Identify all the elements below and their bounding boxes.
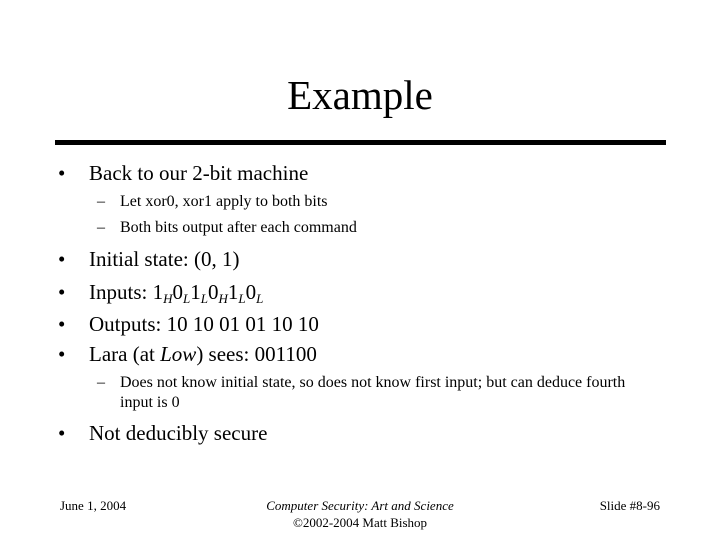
- bullet-text: Initial state: (0, 1): [89, 247, 240, 271]
- input-level: L: [200, 291, 208, 306]
- subbullet-text: Both bits output after each command: [120, 219, 357, 236]
- input-level: L: [182, 291, 191, 306]
- input-digit: 0: [172, 280, 183, 304]
- inputs-prefix: Inputs:: [89, 280, 153, 304]
- bullet-outputs: [58, 311, 319, 337]
- input-digit: 1: [152, 280, 164, 304]
- bullet-inputs: [58, 279, 263, 305]
- input-digit: 0: [207, 280, 219, 304]
- footer-course-title: Computer Security: Art and Science: [266, 498, 454, 513]
- bullet-text: Back to our 2-bit machine: [89, 161, 309, 185]
- footer-course: [200, 497, 520, 531]
- bullet-not-secure: [58, 420, 267, 446]
- subbullet-dash: –: [97, 219, 105, 236]
- input-digit: 1: [227, 280, 239, 304]
- bullet-dot: •: [58, 161, 66, 185]
- slide-title: Example: [287, 72, 433, 118]
- lara-post: ) sees: 001100: [196, 342, 317, 366]
- bullet-dot: •: [58, 247, 66, 271]
- footer-slide-number: Slide #8-96: [599, 498, 660, 513]
- input-level: L: [238, 291, 246, 306]
- bullet-back-to-machine: [58, 160, 308, 186]
- input-level: L: [256, 291, 264, 306]
- input-digit: 0: [245, 280, 257, 304]
- subbullet-text: Does not know initial state, so does not know first input; but can deduce fourth input is 0: [120, 374, 626, 411]
- bullet-text: Outputs: 10 10 01 01 10 10: [89, 312, 319, 336]
- lara-low-emphasis: Low: [160, 342, 197, 366]
- bullet-dot: •: [58, 280, 66, 304]
- bullet-initial-state: [58, 246, 239, 272]
- bullet-dot: •: [58, 312, 66, 336]
- subbullet-output: [97, 218, 357, 238]
- subbullet-text: Let xor0, xor1 apply to both bits: [120, 193, 328, 210]
- subbullet-dash: –: [97, 374, 105, 391]
- subbullet-dash: –: [97, 193, 105, 210]
- bullet-dot: •: [58, 421, 66, 445]
- footer-copyright: ©2002-2004 Matt Bishop: [292, 515, 428, 530]
- bullet-dot: •: [58, 342, 66, 366]
- input-digit: 1: [190, 280, 201, 304]
- subbullet-xor: [97, 192, 328, 212]
- subbullet-deduce: [97, 373, 657, 413]
- bullet-lara-sees: [58, 341, 317, 367]
- input-level: H: [163, 291, 173, 306]
- input-level: H: [218, 291, 228, 306]
- lara-pre: Lara (at: [89, 342, 161, 366]
- bullet-text: Not deducibly secure: [89, 421, 268, 445]
- input-sequence: [153, 280, 264, 304]
- footer-date: June 1, 2004: [60, 498, 127, 513]
- title-rule: [55, 140, 666, 145]
